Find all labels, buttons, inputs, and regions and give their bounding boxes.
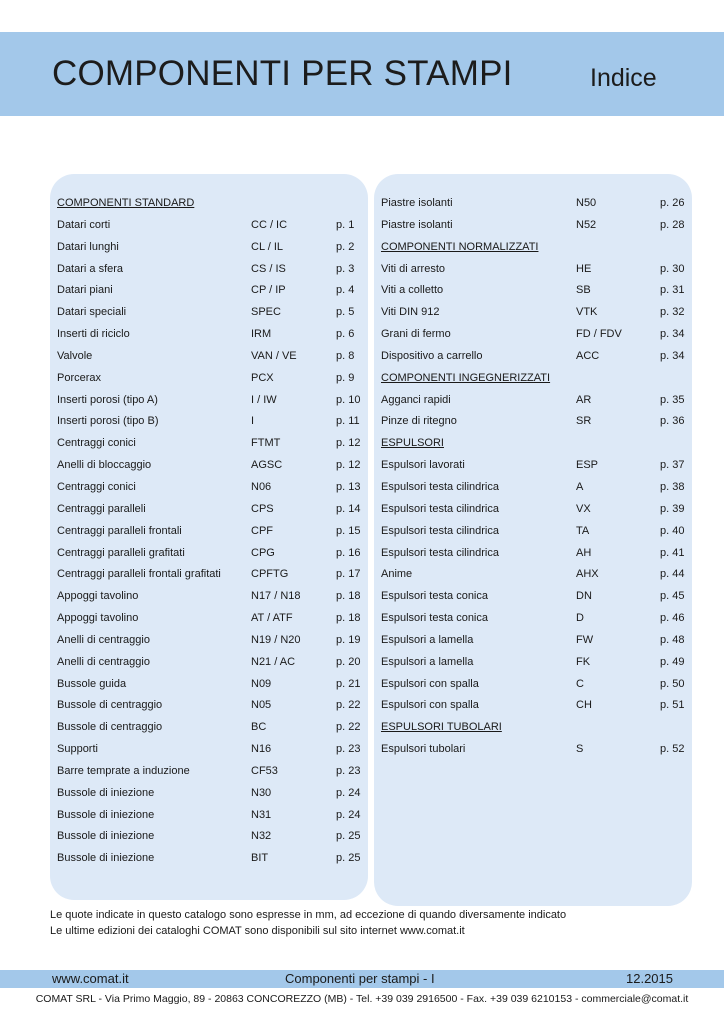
index-row bbox=[381, 349, 692, 371]
item-name: Supporti bbox=[57, 743, 98, 756]
item-name: Anime bbox=[381, 568, 413, 581]
item-page: p. 25 bbox=[336, 830, 361, 843]
item-code: ACC bbox=[576, 349, 600, 362]
item-code: VX bbox=[576, 502, 591, 515]
item-code: AR bbox=[576, 393, 592, 406]
item-code: N21 / AC bbox=[251, 655, 296, 668]
header-band bbox=[0, 32, 724, 116]
item-page: p. 24 bbox=[336, 786, 361, 799]
item-code: I / IW bbox=[251, 393, 277, 406]
item-code: N31 bbox=[251, 808, 272, 821]
item-page: p. 32 bbox=[660, 306, 685, 319]
footer-catalog-title: Componenti per stampi - I bbox=[285, 971, 435, 986]
item-code: CPS bbox=[251, 502, 274, 515]
index-row bbox=[57, 240, 368, 262]
item-name: Datari piani bbox=[57, 284, 113, 297]
index-panel-left bbox=[50, 174, 368, 900]
index-row bbox=[57, 414, 368, 436]
item-name: Dispositivo a carrello bbox=[381, 349, 483, 362]
item-page: p. 8 bbox=[336, 349, 355, 362]
page-title: COMPONENTI PER STAMPI bbox=[52, 54, 513, 93]
section-heading bbox=[381, 436, 692, 458]
item-name: ESPULSORI bbox=[381, 437, 444, 450]
section-heading bbox=[381, 371, 692, 393]
item-name: Centraggi paralleli frontali bbox=[57, 524, 182, 537]
index-row bbox=[381, 218, 692, 240]
item-code: D bbox=[576, 612, 584, 625]
item-page: p. 52 bbox=[660, 743, 685, 756]
index-row bbox=[57, 567, 368, 589]
item-name: Porcerax bbox=[57, 371, 102, 384]
item-name: COMPONENTI NORMALIZZATI bbox=[381, 240, 539, 253]
item-page: p. 12 bbox=[336, 437, 361, 450]
item-code: C bbox=[576, 677, 584, 690]
item-name: Appoggi tavolino bbox=[57, 612, 139, 625]
item-name: Inserti porosi (tipo B) bbox=[57, 415, 159, 428]
item-page: p. 18 bbox=[336, 590, 361, 603]
item-code: CPFTG bbox=[251, 568, 289, 581]
item-page: p. 34 bbox=[660, 328, 685, 341]
item-page: p. 49 bbox=[660, 655, 685, 668]
index-row bbox=[57, 327, 368, 349]
catalog-notes bbox=[50, 908, 566, 939]
index-row bbox=[381, 480, 692, 502]
section-heading bbox=[381, 240, 692, 262]
index-row bbox=[381, 327, 692, 349]
index-row bbox=[57, 808, 368, 830]
index-row bbox=[381, 196, 692, 218]
item-code: CC / IC bbox=[251, 218, 288, 231]
item-page: p. 41 bbox=[660, 546, 685, 559]
item-name: Espulsori con spalla bbox=[381, 699, 479, 712]
index-row bbox=[57, 764, 368, 786]
item-code: N30 bbox=[251, 786, 272, 799]
item-code: CPG bbox=[251, 546, 275, 559]
index-panel-right bbox=[374, 174, 692, 906]
item-name: Agganci rapidi bbox=[381, 393, 451, 406]
item-code: CP / IP bbox=[251, 284, 286, 297]
item-code: AH bbox=[576, 546, 592, 559]
item-code: A bbox=[576, 480, 584, 493]
item-code: VAN / VE bbox=[251, 349, 297, 362]
item-page: p. 18 bbox=[336, 612, 361, 625]
item-name: Viti DIN 912 bbox=[381, 306, 440, 319]
item-name: Espulsori con spalla bbox=[381, 677, 479, 690]
item-code: N05 bbox=[251, 699, 272, 712]
index-row bbox=[57, 349, 368, 371]
item-page: p. 16 bbox=[336, 546, 361, 559]
index-list-right bbox=[381, 196, 692, 764]
item-page: p. 20 bbox=[336, 655, 361, 668]
index-row bbox=[57, 589, 368, 611]
item-code: N17 / N18 bbox=[251, 590, 301, 603]
item-code: AHX bbox=[576, 568, 599, 581]
footer-date: 12.2015 bbox=[626, 971, 673, 986]
item-code: CF53 bbox=[251, 764, 278, 777]
item-code: CS / IS bbox=[251, 262, 286, 275]
item-page: p. 10 bbox=[336, 393, 361, 406]
item-code: DN bbox=[576, 590, 592, 603]
item-page: p. 37 bbox=[660, 459, 685, 472]
item-name: Bussole di centraggio bbox=[57, 699, 163, 712]
item-name: Espulsori a lamella bbox=[381, 655, 474, 668]
item-code: SR bbox=[576, 415, 592, 428]
item-code: FK bbox=[576, 655, 591, 668]
item-page: p. 24 bbox=[336, 808, 361, 821]
item-page: p. 3 bbox=[336, 262, 355, 275]
item-name: COMPONENTI STANDARD bbox=[57, 197, 195, 209]
item-name: Bussole di centraggio bbox=[57, 721, 163, 734]
item-page: p. 46 bbox=[660, 612, 685, 625]
index-row bbox=[57, 611, 368, 633]
item-name: Bussole di iniezione bbox=[57, 830, 155, 843]
index-row bbox=[57, 829, 368, 851]
index-row bbox=[57, 698, 368, 720]
index-row bbox=[381, 458, 692, 480]
footer-band bbox=[0, 970, 724, 988]
item-page: p. 22 bbox=[336, 721, 361, 734]
index-row bbox=[381, 655, 692, 677]
item-name: Anelli di centraggio bbox=[57, 633, 150, 646]
item-page: p. 31 bbox=[660, 284, 685, 297]
index-row bbox=[57, 677, 368, 699]
item-code: VTK bbox=[576, 306, 598, 319]
item-code: TA bbox=[576, 524, 590, 537]
item-page: p. 25 bbox=[336, 852, 361, 865]
note-website: Le ultime edizioni dei cataloghi COMAT sono disponibili sul sito internet www.comat.it bbox=[50, 924, 465, 937]
item-code: BIT bbox=[251, 852, 269, 865]
index-row bbox=[57, 786, 368, 808]
index-row bbox=[381, 546, 692, 568]
item-code: S bbox=[576, 743, 584, 756]
item-name: Espulsori testa cilindrica bbox=[381, 480, 499, 493]
item-name: Bussole di iniezione bbox=[57, 852, 155, 865]
index-row bbox=[57, 458, 368, 480]
index-row bbox=[381, 524, 692, 546]
item-code: IRM bbox=[251, 328, 272, 341]
item-name: Espulsori testa conica bbox=[381, 612, 488, 625]
index-row bbox=[57, 742, 368, 764]
item-page: p. 6 bbox=[336, 328, 355, 341]
item-code: FTMT bbox=[251, 437, 281, 450]
item-name: Espulsori testa conica bbox=[381, 590, 488, 603]
item-page: p. 14 bbox=[336, 502, 361, 515]
item-code: AT / ATF bbox=[251, 612, 293, 625]
index-row bbox=[381, 633, 692, 655]
item-name: Espulsori testa cilindrica bbox=[381, 546, 499, 559]
item-page: p. 30 bbox=[660, 262, 685, 275]
item-code: BC bbox=[251, 721, 267, 734]
index-row bbox=[57, 655, 368, 677]
item-page: p. 51 bbox=[660, 699, 685, 712]
item-code: N32 bbox=[251, 830, 272, 843]
item-name: Centraggi paralleli bbox=[57, 502, 146, 515]
index-row bbox=[57, 851, 368, 873]
index-row bbox=[57, 546, 368, 568]
item-page: p. 44 bbox=[660, 568, 685, 581]
footer-website-link[interactable]: www.comat.it bbox=[52, 971, 129, 986]
item-name: Espulsori testa cilindrica bbox=[381, 502, 499, 515]
item-code: AGSC bbox=[251, 459, 283, 472]
item-name: Centraggi paralleli grafitati bbox=[57, 546, 185, 559]
item-code: N50 bbox=[576, 197, 597, 209]
item-page: p. 1 bbox=[336, 218, 355, 231]
item-name: Inserti di riciclo bbox=[57, 328, 130, 341]
note-units: Le quote indicate in questo catalogo sono espresse in mm, ad eccezione di quando diversamente indicato bbox=[50, 909, 567, 921]
item-name: Datari corti bbox=[57, 218, 111, 231]
item-code: ESP bbox=[576, 459, 599, 472]
item-page: p. 23 bbox=[336, 764, 361, 777]
item-name: Espulsori tubolari bbox=[381, 743, 466, 756]
item-page: p. 23 bbox=[336, 743, 361, 756]
index-row bbox=[57, 720, 368, 742]
item-name: Piastre isolanti bbox=[381, 197, 453, 209]
index-row bbox=[57, 480, 368, 502]
item-name: Barre temprate a induzione bbox=[57, 764, 190, 777]
item-page: p. 5 bbox=[336, 306, 355, 319]
item-name: Centraggi paralleli frontali grafitati bbox=[57, 568, 221, 581]
item-name: Espulsori lavorati bbox=[381, 459, 465, 472]
index-row bbox=[381, 742, 692, 764]
item-name: Anelli di bloccaggio bbox=[57, 459, 152, 472]
item-page: p. 39 bbox=[660, 502, 685, 515]
item-code: N52 bbox=[576, 218, 597, 231]
index-row bbox=[381, 393, 692, 415]
index-row bbox=[57, 393, 368, 415]
item-name: Centraggi conici bbox=[57, 480, 136, 493]
item-name: Bussole guida bbox=[57, 677, 127, 690]
item-page: p. 4 bbox=[336, 284, 355, 297]
index-row bbox=[57, 283, 368, 305]
item-page: p. 48 bbox=[660, 633, 685, 646]
item-code: CL / IL bbox=[251, 240, 283, 253]
item-code: N06 bbox=[251, 480, 272, 493]
item-code: N16 bbox=[251, 743, 272, 756]
item-page: p. 22 bbox=[336, 699, 361, 712]
item-page: p. 26 bbox=[660, 197, 685, 209]
item-name: Appoggi tavolino bbox=[57, 590, 139, 603]
item-name: Datari lunghi bbox=[57, 240, 119, 253]
item-page: p. 45 bbox=[660, 590, 685, 603]
item-code: PCX bbox=[251, 371, 274, 384]
item-name: Bussole di iniezione bbox=[57, 808, 155, 821]
index-row bbox=[57, 218, 368, 240]
index-row bbox=[381, 283, 692, 305]
index-row bbox=[381, 677, 692, 699]
index-row bbox=[381, 611, 692, 633]
index-row bbox=[57, 524, 368, 546]
index-row bbox=[57, 305, 368, 327]
item-page: p. 40 bbox=[660, 524, 685, 537]
index-row bbox=[57, 436, 368, 458]
item-page: p. 2 bbox=[336, 240, 355, 253]
index-row bbox=[381, 262, 692, 284]
item-page: p. 9 bbox=[336, 371, 355, 384]
item-name: Espulsori testa cilindrica bbox=[381, 524, 499, 537]
item-code: CH bbox=[576, 699, 592, 712]
index-row bbox=[381, 305, 692, 327]
item-name: Pinze di ritegno bbox=[381, 415, 457, 428]
index-row bbox=[381, 414, 692, 436]
item-name: ESPULSORI TUBOLARI bbox=[381, 721, 502, 734]
item-code: N09 bbox=[251, 677, 272, 690]
index-row bbox=[57, 262, 368, 284]
item-page: p. 38 bbox=[660, 480, 685, 493]
item-page: p. 19 bbox=[336, 633, 361, 646]
item-code: FW bbox=[576, 633, 594, 646]
company-contact: COMAT SRL - Via Primo Maggio, 89 - 20863 CONCOREZZO (MB) - Tel. +39 039 2916500 - Fax. +39 039 6210153 - commerciale@comat.it bbox=[35, 993, 689, 1005]
index-row bbox=[57, 371, 368, 393]
item-name: Viti di arresto bbox=[381, 262, 445, 275]
item-page: p. 12 bbox=[336, 459, 361, 472]
item-page: p. 17 bbox=[336, 568, 361, 581]
item-name: Datari speciali bbox=[57, 306, 127, 319]
index-row bbox=[381, 567, 692, 589]
item-page: p. 13 bbox=[336, 480, 361, 493]
section-heading bbox=[381, 720, 692, 742]
page-subtitle: Indice bbox=[590, 64, 657, 92]
index-row bbox=[381, 698, 692, 720]
item-page: p. 35 bbox=[660, 393, 685, 406]
item-page: p. 34 bbox=[660, 349, 685, 362]
item-code: N19 / N20 bbox=[251, 633, 301, 646]
item-page: p. 36 bbox=[660, 415, 685, 428]
item-page: p. 11 bbox=[336, 415, 360, 428]
item-name: COMPONENTI INGEGNERIZZATI bbox=[381, 371, 551, 384]
item-code: CPF bbox=[251, 524, 273, 537]
item-name: Anelli di centraggio bbox=[57, 655, 150, 668]
item-name: Inserti porosi (tipo A) bbox=[57, 393, 158, 406]
item-code: SPEC bbox=[251, 306, 281, 319]
item-page: p. 50 bbox=[660, 677, 685, 690]
item-name: Piastre isolanti bbox=[381, 218, 453, 231]
item-name: Datari a sfera bbox=[57, 262, 124, 275]
section-heading bbox=[57, 196, 368, 218]
index-row bbox=[381, 589, 692, 611]
item-code: I bbox=[251, 415, 255, 428]
index-list-left bbox=[57, 196, 368, 873]
item-name: Valvole bbox=[57, 349, 93, 362]
index-row bbox=[57, 633, 368, 655]
item-code: SB bbox=[576, 284, 591, 297]
item-name: Grani di fermo bbox=[381, 328, 451, 341]
item-name: Espulsori a lamella bbox=[381, 633, 474, 646]
item-name: Bussole di iniezione bbox=[57, 786, 155, 799]
item-code: HE bbox=[576, 262, 592, 275]
item-page: p. 15 bbox=[336, 524, 361, 537]
item-code: FD / FDV bbox=[576, 328, 622, 341]
item-page: p. 21 bbox=[336, 677, 361, 690]
index-row bbox=[57, 502, 368, 524]
item-name: Centraggi conici bbox=[57, 437, 136, 450]
index-row bbox=[381, 502, 692, 524]
item-name: Viti a colletto bbox=[381, 284, 444, 297]
item-page: p. 28 bbox=[660, 218, 685, 231]
